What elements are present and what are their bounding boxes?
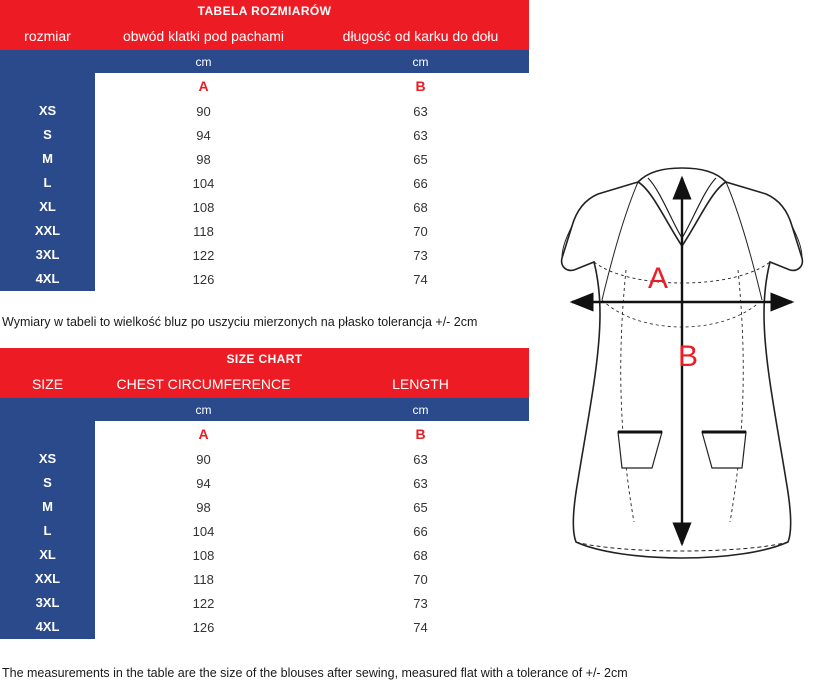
cell-chest: 126 bbox=[192, 271, 215, 287]
header-size-pl: rozmiar bbox=[24, 28, 71, 44]
size-chart-table-en bbox=[0, 348, 529, 639]
cell-size: M bbox=[0, 147, 95, 171]
cell-length: 65 bbox=[413, 499, 428, 515]
cell-size: XS bbox=[0, 447, 95, 471]
unit-length-en: cm bbox=[412, 402, 429, 417]
table-row bbox=[0, 591, 529, 615]
table-row bbox=[0, 519, 529, 543]
cell-length: 70 bbox=[413, 571, 428, 587]
cell-length: 63 bbox=[413, 127, 428, 143]
cell-size: 4XL bbox=[0, 615, 95, 639]
cell-size: M bbox=[0, 495, 95, 519]
cell-size: XXL bbox=[0, 219, 95, 243]
cell-chest: 90 bbox=[196, 103, 211, 119]
letter-a-en: A bbox=[198, 426, 209, 442]
table-row bbox=[0, 567, 529, 591]
cell-size: L bbox=[0, 171, 95, 195]
measure-a-label: A bbox=[648, 262, 669, 295]
unit-chest-en: cm bbox=[195, 402, 212, 417]
cell-size: 4XL bbox=[0, 267, 95, 291]
table-letter-row-pl bbox=[0, 73, 529, 99]
table-row bbox=[0, 495, 529, 519]
table-row bbox=[0, 267, 529, 291]
size-chart-table-pl bbox=[0, 0, 529, 291]
cell-length: 63 bbox=[413, 103, 428, 119]
cell-size: S bbox=[0, 123, 95, 147]
table-title-en: SIZE CHART bbox=[0, 348, 529, 370]
table-row bbox=[0, 195, 529, 219]
table-row bbox=[0, 147, 529, 171]
table-row bbox=[0, 171, 529, 195]
cell-size: XL bbox=[0, 195, 95, 219]
table-header-row-pl bbox=[0, 22, 529, 50]
header-chest-en: CHEST CIRCUMFERENCE bbox=[116, 376, 291, 392]
cell-size: XS bbox=[0, 99, 95, 123]
cell-size: XXL bbox=[0, 567, 95, 591]
unit-chest-pl: cm bbox=[195, 54, 212, 69]
cell-chest: 94 bbox=[196, 127, 211, 143]
cell-chest: 118 bbox=[193, 223, 214, 239]
cell-chest: 104 bbox=[192, 523, 215, 539]
table-row bbox=[0, 447, 529, 471]
cell-chest: 122 bbox=[192, 247, 215, 263]
cell-chest: 122 bbox=[192, 595, 215, 611]
cell-chest: 108 bbox=[192, 547, 215, 563]
cell-length: 68 bbox=[413, 547, 428, 563]
blouse-diagram bbox=[530, 150, 834, 570]
cell-chest: 94 bbox=[196, 475, 211, 491]
cell-size: 3XL bbox=[0, 243, 95, 267]
cell-length: 63 bbox=[413, 475, 428, 491]
letter-b-en: B bbox=[415, 426, 426, 442]
cell-length: 66 bbox=[413, 523, 428, 539]
table-unit-row-en bbox=[0, 398, 529, 421]
table-note-en: The measurements in the table are the size of the blouses after sewing, measured flat with a tolerance of +/- 2cm bbox=[2, 666, 628, 680]
cell-chest: 126 bbox=[192, 619, 215, 635]
cell-length: 74 bbox=[413, 271, 428, 287]
cell-length: 73 bbox=[413, 247, 428, 263]
table-row bbox=[0, 471, 529, 495]
cell-size: S bbox=[0, 471, 95, 495]
cell-length: 74 bbox=[413, 619, 428, 635]
letter-blank-pl bbox=[0, 73, 95, 99]
cell-length: 65 bbox=[413, 151, 428, 167]
table-row bbox=[0, 219, 529, 243]
header-chest-pl: obwód klatki pod pachami bbox=[122, 28, 285, 44]
table-letter-row-en bbox=[0, 421, 529, 447]
cell-length: 63 bbox=[413, 451, 428, 467]
table-row bbox=[0, 99, 529, 123]
header-size-en: SIZE bbox=[31, 376, 64, 392]
table-title-pl: TABELA ROZMIARÓW bbox=[0, 0, 529, 22]
cell-chest: 108 bbox=[192, 199, 215, 215]
cell-size: XL bbox=[0, 543, 95, 567]
cell-length: 66 bbox=[413, 175, 428, 191]
table-row bbox=[0, 543, 529, 567]
cell-length: 68 bbox=[413, 199, 428, 215]
table-header-row-en bbox=[0, 370, 529, 398]
table-unit-row-pl bbox=[0, 50, 529, 73]
table-row bbox=[0, 615, 529, 639]
cell-chest: 118 bbox=[193, 571, 214, 587]
cell-chest: 90 bbox=[196, 451, 211, 467]
letter-blank-en bbox=[0, 421, 95, 447]
cell-chest: 98 bbox=[196, 151, 211, 167]
header-length-en: LENGTH bbox=[392, 376, 449, 392]
table-row bbox=[0, 123, 529, 147]
cell-chest: 98 bbox=[196, 499, 211, 515]
cell-size: L bbox=[0, 519, 95, 543]
letter-b-pl: B bbox=[415, 78, 426, 94]
cell-chest: 104 bbox=[192, 175, 215, 191]
measure-b-label: B bbox=[678, 340, 699, 373]
table-row bbox=[0, 243, 529, 267]
unit-length-pl: cm bbox=[412, 54, 429, 69]
header-length-pl: długość od karku do dołu bbox=[342, 28, 499, 44]
table-note-pl: Wymiary w tabeli to wielkość bluz po uszyciu mierzonych na płasko tolerancja +/- 2cm bbox=[2, 315, 478, 329]
cell-length: 73 bbox=[413, 595, 428, 611]
cell-length: 70 bbox=[413, 223, 428, 239]
cell-size: 3XL bbox=[0, 591, 95, 615]
letter-a-pl: A bbox=[198, 78, 209, 94]
